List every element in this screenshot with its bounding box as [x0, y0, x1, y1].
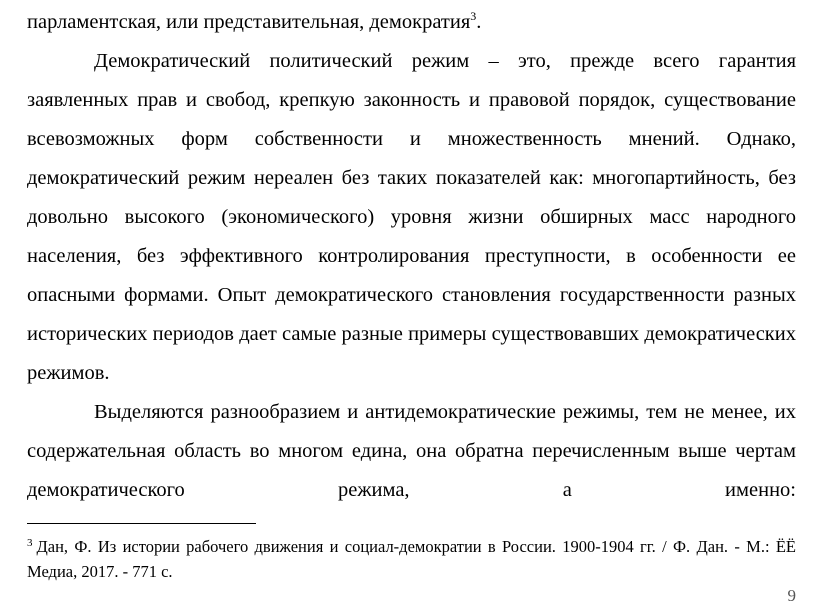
footnote-mark: 3	[27, 536, 33, 549]
page-number: 9	[787, 586, 796, 605]
paragraph-top-line	[27, 3, 796, 42]
footnote	[27, 534, 796, 584]
footnote-text: Дан, Ф. Из истории рабочего движения и социал-демократии в России. 1900-1904 гг. / Ф. Дан. - М.: ЁЁ Медиа, 2017. - 771 с.	[27, 537, 796, 581]
footnote-reference[interactable]: 3	[470, 9, 477, 24]
paragraph-antidemocratic-regimes: Выделяются разнообразием и антидемократические режимы, тем не менее, их содержательная область во многом едина, она обратна перечисленным выше чертам демократического режима, а именно:	[27, 401, 796, 501]
footnote-separator	[27, 523, 256, 524]
paragraph-top-line-text: парламентская, или представительная, демократия	[27, 11, 471, 33]
paragraph-democratic-regime: Демократический политический режим – это, прежде всего гарантия заявленных прав и свобод, крепкую законность и правовой порядок, существование всевозможных форм собственности и множественность мнений. Однако, демократический режим нереален без таких показателей как: многопартийность, без довольно высокого (экономического) уровня жизни обширных масс народного населения, без эффективного контролирования преступности, в особенности ее опасными формами. Опыт демократического становления государственности разных исторических периодов дает самые разные примеры существовавших демократических режимов.	[27, 50, 796, 384]
paragraph-top-line-end: .	[476, 11, 482, 33]
